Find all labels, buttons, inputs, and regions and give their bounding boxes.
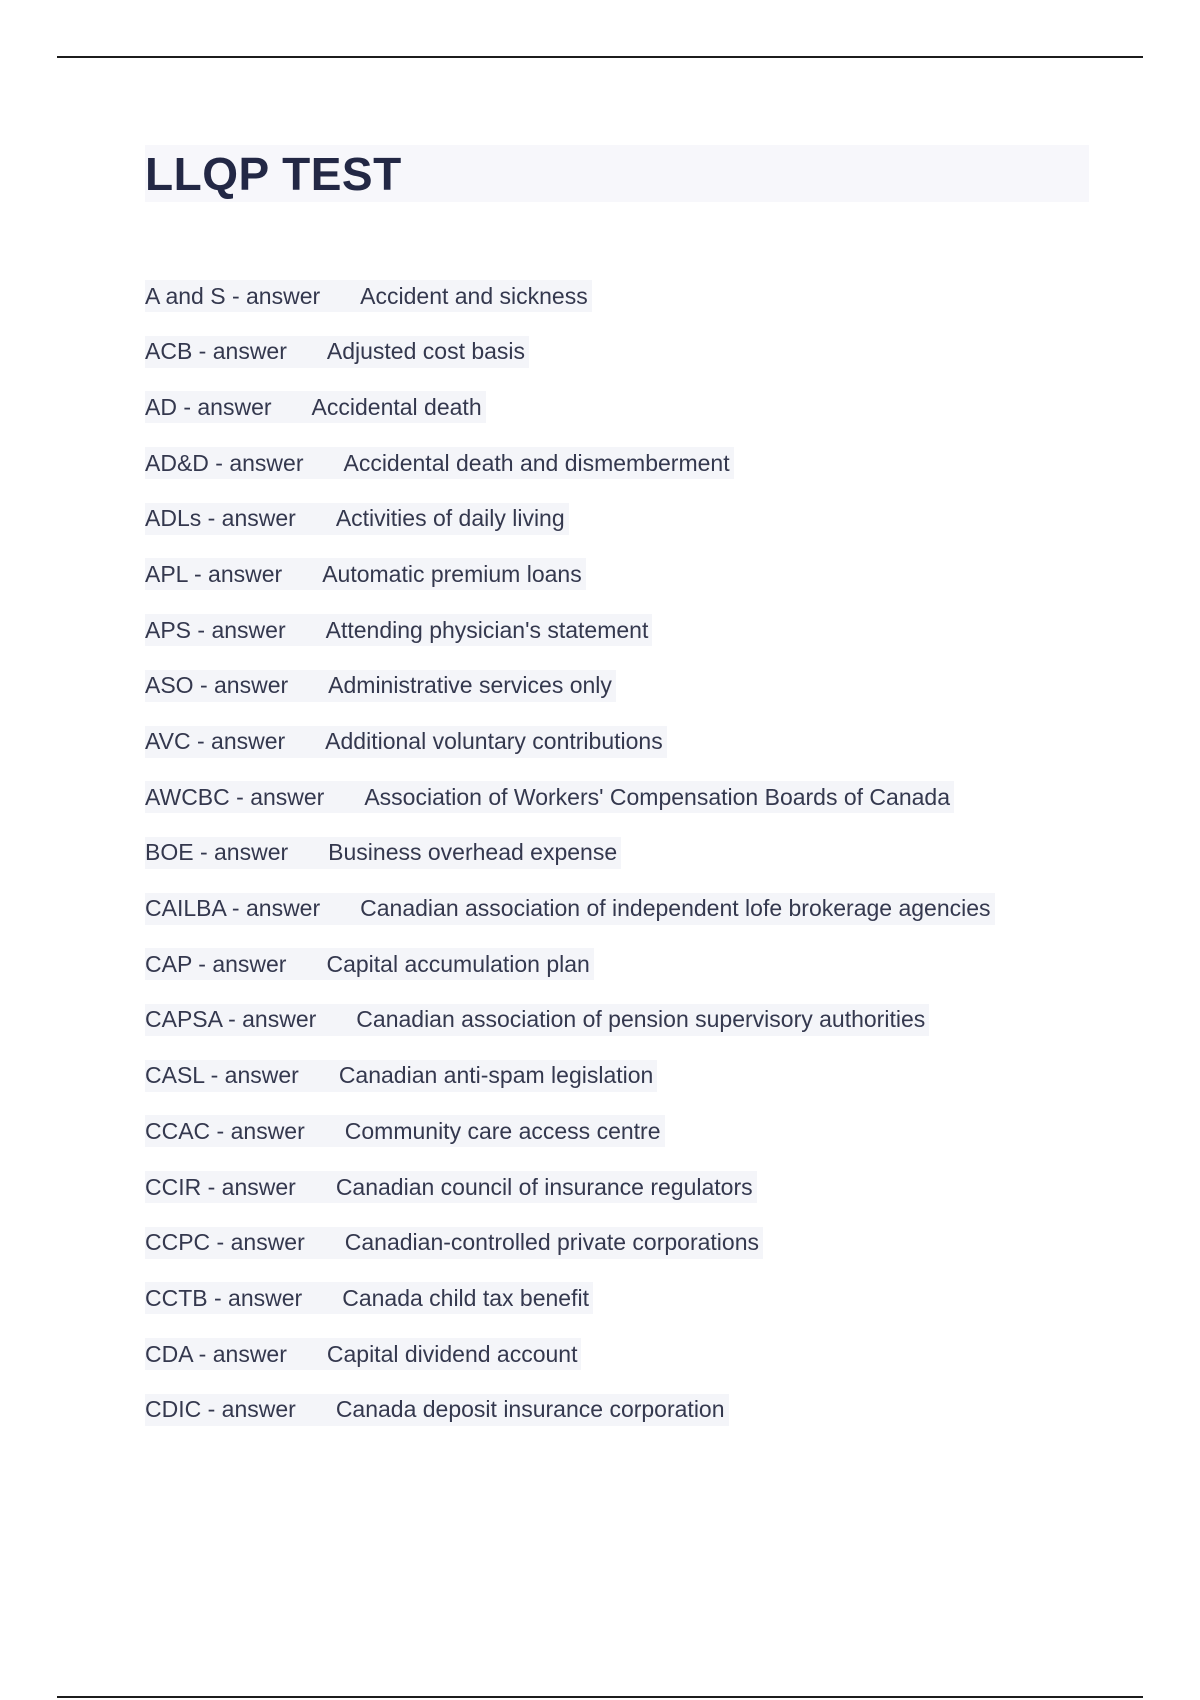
qa-term: ASO - answer — [145, 670, 328, 702]
qa-item — [145, 1227, 1105, 1283]
qa-definition: Canadian association of independent lofe brokerage agencies — [360, 893, 994, 925]
qa-term: CASL - answer — [145, 1060, 339, 1092]
qa-item — [145, 336, 1105, 392]
qa-term: AD&D - answer — [145, 447, 343, 479]
qa-term: CCAC - answer — [145, 1115, 345, 1147]
qa-item — [145, 1338, 1105, 1394]
qa-definition: Capital dividend account — [327, 1338, 582, 1370]
qa-item — [145, 1394, 1105, 1450]
qa-definition: Capital accumulation plan — [326, 948, 593, 980]
qa-term: CDA - answer — [145, 1338, 327, 1370]
qa-item — [145, 614, 1105, 670]
qa-item — [145, 391, 1105, 447]
qa-term: CCPC - answer — [145, 1227, 345, 1259]
qa-item — [145, 1004, 1105, 1060]
qa-term: APS - answer — [145, 614, 326, 646]
qa-item — [145, 948, 1105, 1004]
qa-term: CAP - answer — [145, 948, 326, 980]
qa-term: CCIR - answer — [145, 1171, 336, 1203]
qa-term: CCTB - answer — [145, 1282, 342, 1314]
qa-definition: Business overhead expense — [328, 837, 621, 869]
qa-definition: Accidental death and dismemberment — [343, 447, 733, 479]
qa-definition: Canadian-controlled private corporations — [345, 1227, 763, 1259]
qa-item — [145, 1060, 1105, 1116]
page-title: LLQP TEST — [145, 147, 402, 200]
qa-item — [145, 781, 1105, 837]
qa-definition: Administrative services only — [328, 670, 616, 702]
qa-definition: Activities of daily living — [336, 503, 569, 535]
top-divider — [57, 56, 1143, 58]
qa-item — [145, 1115, 1105, 1171]
qa-item — [145, 1171, 1105, 1227]
qa-item — [145, 503, 1105, 559]
qa-definition: Canadian anti-spam legislation — [339, 1060, 658, 1092]
qa-definition: Automatic premium loans — [322, 558, 586, 590]
qa-term: CAILBA - answer — [145, 893, 360, 925]
qa-definition: Community care access centre — [345, 1115, 665, 1147]
qa-term: APL - answer — [145, 558, 322, 590]
qa-term: AWCBC - answer — [145, 781, 364, 813]
qa-term: ADLs - answer — [145, 503, 336, 535]
bottom-divider — [57, 1696, 1143, 1698]
qa-definition: Accidental death — [312, 391, 486, 423]
qa-definition: Additional voluntary contributions — [325, 726, 667, 758]
qa-item — [145, 670, 1105, 726]
qa-definition: Canadian council of insurance regulators — [336, 1171, 757, 1203]
qa-term: A and S - answer — [145, 280, 360, 312]
qa-term: ACB - answer — [145, 336, 327, 368]
qa-item — [145, 726, 1105, 782]
qa-item — [145, 280, 1105, 336]
qa-term: AVC - answer — [145, 726, 325, 758]
qa-definition: Association of Workers' Compensation Boards of Canada — [364, 781, 954, 813]
qa-definition: Attending physician's statement — [326, 614, 653, 646]
qa-item — [145, 1282, 1105, 1338]
qa-item — [145, 837, 1105, 893]
qa-list — [145, 280, 1105, 1449]
qa-term: CDIC - answer — [145, 1394, 336, 1426]
qa-definition: Accident and sickness — [360, 280, 592, 312]
qa-item — [145, 893, 1105, 949]
qa-term: AD - answer — [145, 391, 312, 423]
qa-term: CAPSA - answer — [145, 1004, 356, 1036]
qa-definition: Canada child tax benefit — [342, 1282, 593, 1314]
qa-definition: Canada deposit insurance corporation — [336, 1394, 729, 1426]
qa-item — [145, 447, 1105, 503]
qa-item — [145, 558, 1105, 614]
qa-term: BOE - answer — [145, 837, 328, 869]
qa-definition: Adjusted cost basis — [327, 336, 529, 368]
qa-definition: Canadian association of pension supervisory authorities — [356, 1004, 929, 1036]
title-banner — [145, 145, 1089, 202]
